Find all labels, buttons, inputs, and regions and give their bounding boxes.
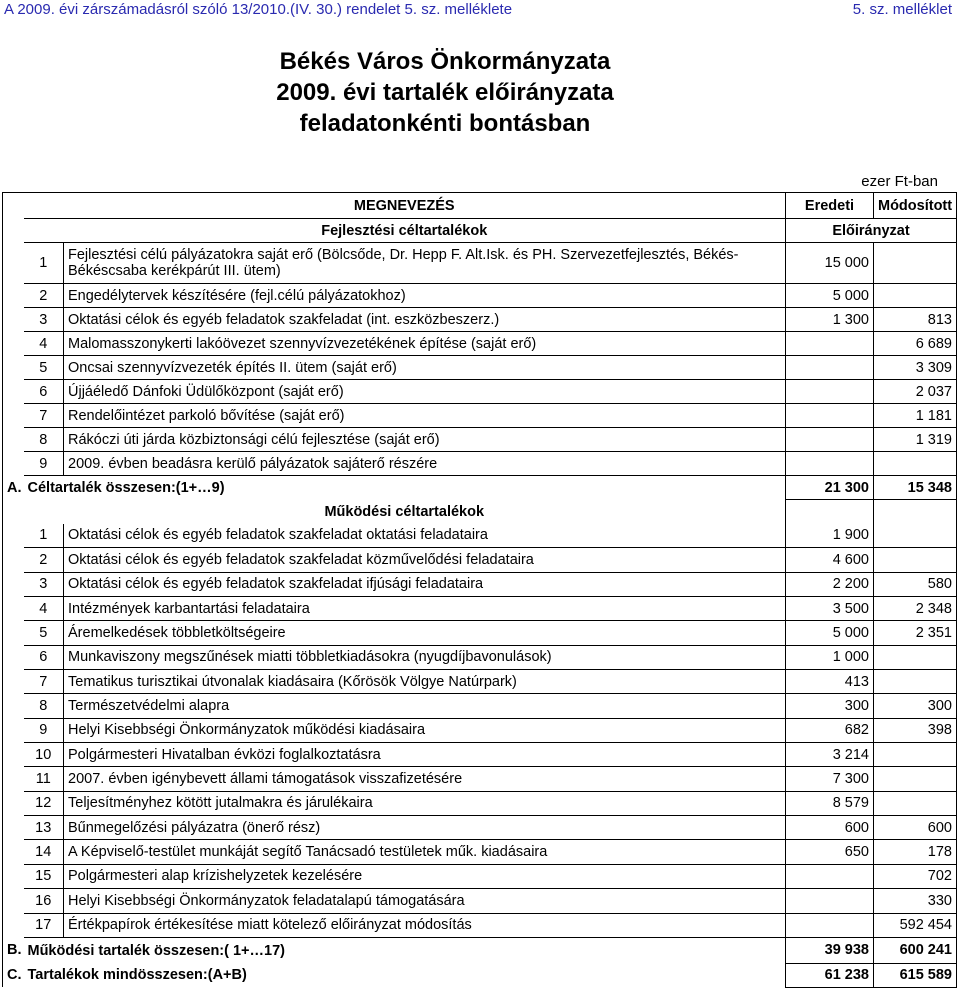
row-original-value — [786, 889, 874, 913]
table-row — [3, 670, 957, 694]
table-row — [3, 380, 957, 404]
row-number: 7 — [24, 670, 64, 694]
table-row — [3, 284, 957, 308]
row-number: 14 — [24, 840, 64, 864]
row-modified-value — [874, 743, 957, 767]
total-row-a — [3, 476, 957, 500]
row-number: 16 — [24, 889, 64, 913]
row-modified-value: 580 — [874, 572, 957, 596]
total-modified-value: 600 241 — [874, 937, 957, 963]
row-description: Rákóczi úti járda közbiztonsági célú fejlesztése (saját erő) — [64, 428, 786, 452]
total-original-value: 21 300 — [786, 476, 874, 500]
row-description: Oncsai szennyvízvezeték építés II. ütem (saját erő) — [64, 356, 786, 380]
title-line-1: Békés Város Önkormányzata — [279, 48, 611, 75]
row-original-value: 15 000 — [786, 243, 874, 284]
row-description: Természetvédelmi alapra — [64, 694, 786, 718]
row-original-value: 1 300 — [786, 308, 874, 332]
row-modified-value — [874, 791, 957, 815]
row-modified-value — [874, 524, 957, 548]
row-number: 11 — [24, 767, 64, 791]
row-original-value — [786, 356, 874, 380]
row-original-value — [786, 380, 874, 404]
total-modified-value: 15 348 — [874, 476, 957, 500]
row-number: 5 — [24, 621, 64, 645]
row-number: 2 — [24, 548, 64, 572]
row-original-value — [786, 864, 874, 888]
table-row — [3, 889, 957, 913]
row-description: 2009. évben beadásra kerülő pályázatok sajáterő részére — [64, 452, 786, 476]
grand-total-row — [3, 963, 957, 987]
table-row — [3, 767, 957, 791]
row-number: 4 — [24, 597, 64, 621]
row-modified-value: 2 037 — [874, 380, 957, 404]
section-b-heading: Működési céltartalékok — [324, 503, 485, 520]
title-line-3: feladatonkénti bontásban — [299, 110, 591, 137]
reserve-table — [2, 192, 957, 988]
row-original-value: 682 — [786, 718, 874, 742]
row-original-value: 3 214 — [786, 743, 874, 767]
row-description: Áremelkedések többletköltségeire — [64, 621, 786, 645]
row-modified-value — [874, 767, 957, 791]
row-modified-value: 3 309 — [874, 356, 957, 380]
total-letter: A. — [3, 476, 24, 500]
row-number: 4 — [24, 332, 64, 356]
table-row — [3, 308, 957, 332]
row-number: 8 — [24, 428, 64, 452]
row-description: Munkaviszony megszűnések miatti többletkiadásokra (nyugdíjbavonulások) — [64, 645, 786, 669]
row-number: 9 — [24, 718, 64, 742]
total-modified-value: 615 589 — [874, 963, 957, 987]
row-description: Értékpapírok értékesítése miatt kötelező előirányzat módosítás — [64, 913, 786, 937]
total-label: Működési tartalék összesen:( 1+…17) — [27, 942, 285, 959]
row-number: 8 — [24, 694, 64, 718]
row-modified-value: 813 — [874, 308, 957, 332]
table-row — [3, 694, 957, 718]
row-description: Rendelőintézet parkoló bővítése (saját erő) — [64, 404, 786, 428]
col-header-estimate: Előirányzat — [786, 219, 957, 243]
table-row — [3, 840, 957, 864]
table-row — [3, 572, 957, 596]
row-original-value: 7 300 — [786, 767, 874, 791]
row-original-value: 1 000 — [786, 645, 874, 669]
table-row — [3, 332, 957, 356]
row-description: Oktatási célok és egyéb feladatok szakfeladat (int. eszközbeszerz.) — [64, 308, 786, 332]
total-letter: C. — [3, 963, 24, 987]
row-modified-value: 702 — [874, 864, 957, 888]
total-label: Tartalékok mindösszesen:(A+B) — [27, 967, 247, 984]
row-number: 3 — [24, 308, 64, 332]
row-description: Helyi Kisebbségi Önkormányzatok működési kiadásaira — [64, 718, 786, 742]
table-row — [3, 791, 957, 815]
document-header-left: A 2009. évi zárszámadásról szóló 13/2010.(IV. 30.) rendelet 5. sz. melléklete — [4, 1, 513, 18]
row-original-value: 8 579 — [786, 791, 874, 815]
total-original-value: 39 938 — [786, 937, 874, 963]
row-original-value: 4 600 — [786, 548, 874, 572]
row-description: Helyi Kisebbségi Önkormányzatok feladatalapú támogatására — [64, 889, 786, 913]
row-description: 2007. évben igénybevett állami támogatások visszafizetésére — [64, 767, 786, 791]
row-original-value: 5 000 — [786, 284, 874, 308]
row-number: 6 — [24, 380, 64, 404]
col-header-name: MEGNEVEZÉS — [24, 193, 786, 219]
row-modified-value — [874, 452, 957, 476]
row-modified-value — [874, 243, 957, 284]
table-row — [3, 597, 957, 621]
row-modified-value — [874, 284, 957, 308]
table-row — [3, 548, 957, 572]
row-number: 2 — [24, 284, 64, 308]
row-modified-value: 300 — [874, 694, 957, 718]
row-modified-value: 6 689 — [874, 332, 957, 356]
row-modified-value: 330 — [874, 889, 957, 913]
row-original-value — [786, 332, 874, 356]
table-row — [3, 864, 957, 888]
table-row — [3, 524, 957, 548]
row-description: Oktatási célok és egyéb feladatok szakfeladat közművelődési feladataira — [64, 548, 786, 572]
row-description: Malomasszonykerti lakóövezet szennyvízvezetékének építése (saját erő) — [64, 332, 786, 356]
row-description: Oktatási célok és egyéb feladatok szakfeladat oktatási feladataira — [64, 524, 786, 548]
col-header-original: Eredeti — [786, 193, 874, 219]
total-letter: B. — [3, 937, 24, 963]
row-original-value — [786, 452, 874, 476]
unit-label: ezer Ft-ban — [861, 173, 938, 190]
row-original-value: 1 900 — [786, 524, 874, 548]
row-modified-value: 1 319 — [874, 428, 957, 452]
row-number: 3 — [24, 572, 64, 596]
row-original-value — [786, 404, 874, 428]
row-original-value: 650 — [786, 840, 874, 864]
total-label: Céltartalék összesen:(1+…9) — [27, 479, 225, 496]
row-number: 15 — [24, 864, 64, 888]
row-modified-value: 592 454 — [874, 913, 957, 937]
table-row — [3, 913, 957, 937]
row-description: Fejlesztési célú pályázatokra saját erő (Bölcsőde, Dr. Hepp F. Alt.Isk. és PH. Szervezetfejlesztés, Békés-Békéscsaba kerékpárút III. ütem) — [64, 243, 786, 284]
row-number: 7 — [24, 404, 64, 428]
row-description: Tematikus turisztikai útvonalak kiadásaira (Kőrösök Völgye Natúrpark) — [64, 670, 786, 694]
row-original-value: 600 — [786, 816, 874, 840]
row-modified-value: 178 — [874, 840, 957, 864]
title-line-2: 2009. évi tartalék előirányzata — [276, 79, 614, 106]
total-original-value: 61 238 — [786, 963, 874, 987]
row-description: Újjáéledő Dánfoki Üdülőközpont (saját erő) — [64, 380, 786, 404]
table-row — [3, 816, 957, 840]
row-modified-value — [874, 548, 957, 572]
row-number: 1 — [24, 243, 64, 284]
table-row — [3, 428, 957, 452]
row-description: Polgármesteri alap krízishelyzetek kezelésére — [64, 864, 786, 888]
table-row — [3, 356, 957, 380]
table-row — [3, 452, 957, 476]
row-modified-value: 398 — [874, 718, 957, 742]
row-modified-value: 600 — [874, 816, 957, 840]
row-number: 6 — [24, 645, 64, 669]
table-row — [3, 621, 957, 645]
row-original-value: 300 — [786, 694, 874, 718]
row-number: 5 — [24, 356, 64, 380]
row-original-value: 2 200 — [786, 572, 874, 596]
row-description: Engedélytervek készítésére (fejl.célú pályázatokhoz) — [64, 284, 786, 308]
row-modified-value: 2 348 — [874, 597, 957, 621]
row-number: 12 — [24, 791, 64, 815]
document-header-right: 5. sz. melléklet — [852, 1, 952, 18]
row-original-value: 413 — [786, 670, 874, 694]
row-description: Oktatási célok és egyéb feladatok szakfeladat ifjúsági feladataira — [64, 572, 786, 596]
table-row — [3, 404, 957, 428]
row-number: 9 — [24, 452, 64, 476]
row-description: Bűnmegelőzési pályázatra (önerő rész) — [64, 816, 786, 840]
row-number: 1 — [24, 524, 64, 548]
row-description: Intézmények karbantartási feladataira — [64, 597, 786, 621]
row-description: A Képviselő-testület munkáját segítő Tanácsadó testületek műk. kiadásaira — [64, 840, 786, 864]
row-description: Polgármesteri Hivatalban évközi foglalkoztatásra — [64, 743, 786, 767]
row-modified-value: 2 351 — [874, 621, 957, 645]
row-modified-value — [874, 670, 957, 694]
row-number: 10 — [24, 743, 64, 767]
table-row — [3, 743, 957, 767]
total-row-b — [3, 937, 957, 963]
row-original-value — [786, 428, 874, 452]
table-row — [3, 718, 957, 742]
col-header-modified: Módosított — [874, 193, 957, 219]
row-original-value: 3 500 — [786, 597, 874, 621]
row-original-value — [786, 913, 874, 937]
row-original-value: 5 000 — [786, 621, 874, 645]
row-modified-value: 1 181 — [874, 404, 957, 428]
row-description: Teljesítményhez kötött jutalmakra és járulékaira — [64, 791, 786, 815]
row-modified-value — [874, 645, 957, 669]
table-row — [3, 243, 957, 284]
table-row — [3, 645, 957, 669]
section-a-heading: Fejlesztési céltartalékok — [24, 219, 786, 243]
row-number: 17 — [24, 913, 64, 937]
row-number: 13 — [24, 816, 64, 840]
